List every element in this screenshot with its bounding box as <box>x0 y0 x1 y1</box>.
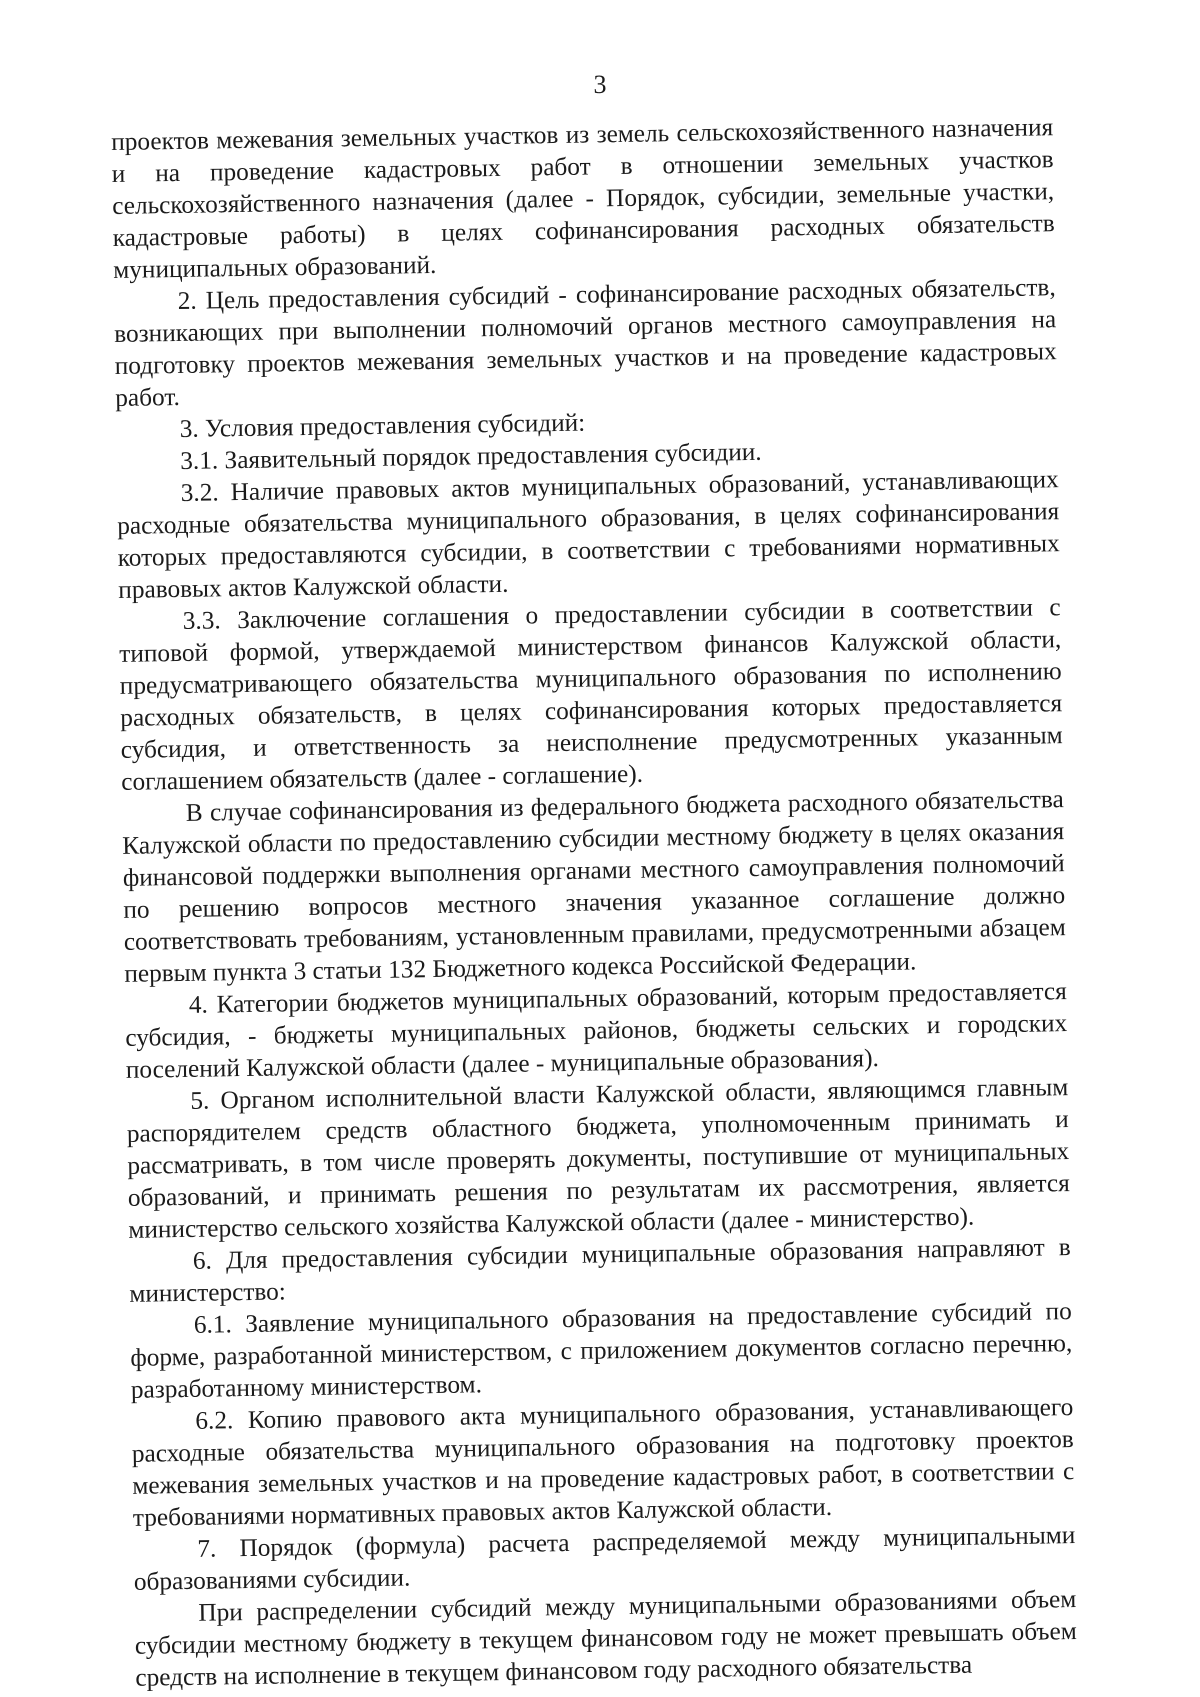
page-number: 3 <box>593 70 607 99</box>
paragraph-5-authority: 5. Органом исполнительной власти Калужской области, являющимся главным распорядителем средств областного бюджета, уполномоченным принимать и рассматривать, в том числе проверять документы, поступившие от муниципальных образований, и принимать решения по результатам их рассмотрения, является министерство сельского хозяйства Калужской области (далее - министерство). <box>126 1073 1070 1244</box>
paragraph-2-goal: 2. Цель предоставления субсидий - софинансирование расходных обязательств, возникающих при выполнении полномочий органов местного самоуправления на подготовку проектов межевания земельных участков и на проведение кадастровых работ. <box>114 273 1057 412</box>
paragraph-3-2: 3.2. Наличие правовых актов муниципальных образований, устанавливающих расходные обязательства муниципального образования, в целях софинансирования которых предоставляются субсидии, в соответствии с требованиями нормативных правовых актов Калужской области. <box>117 465 1060 604</box>
paragraph-3-1: 3.1. Заявительный порядок предоставления субсидии. <box>180 437 762 475</box>
paragraph-6-documents: 6. Для предоставления субсидии муниципальные образования направляют в министерство: <box>129 1233 1071 1308</box>
paragraph-federal-cofinancing: В случае софинансирования из федерального бюджета расходного обязательства Калужской области по предоставлению субсидии местному бюджету в целях оказания финансовой поддержки выполнения органами местного самоуправления полномочий по решению вопросов местного значения указанное соглашение должно соответствовать требованиям, установленным правилами, предусмотренными абзацем первым пункта 3 статьи 132 Бюджетного кодекса Российской Федерации. <box>122 785 1066 988</box>
paragraph-distribution: При распределении субсидий между муниципальными образованиями объем субсидии местному бюджету в текущем финансовом году не может превышать объем средств на исполнение в текущем финансовом году расходного обязательства <box>134 1585 1077 1692</box>
document-body <box>111 111 1078 1694</box>
paragraph-6-2: 6.2. Копию правового акта муниципального образования, устанавливающего расходные обязательства муниципального образования на подготовку проектов межевания земельных участков и на проведение кадастровых работ, в соответствии с требованиями нормативных правовых актов Калужской области. <box>131 1393 1075 1532</box>
paragraph-6-1: 6.1. Заявление муниципального образования на предоставление субсидий по форме, разработанной министерством, с приложением документов согласно перечню, разработанному министерством. <box>130 1297 1073 1404</box>
paragraph-7-formula: 7. Порядок (формула) расчета распределяемой между муниципальными образованиями субсидии. <box>133 1521 1076 1596</box>
paragraph-continuation: проектов межевания земельных участков из земель сельскохозяйственного назначения и на проведение кадастровых работ в отношении земельных участков сельскохозяйственного назначения (далее - Порядок, субсидии, земельные участки, кадастровые работы) в целях софинансирования расходных обязательств муниципальных образований. <box>111 113 1055 284</box>
paragraph-4-categories: 4. Категории бюджетов муниципальных образований, которым предоставляется субсидия, - бюджеты муниципальных районов, бюджеты сельских и городских поселений Калужской области (далее - муниципальные образования). <box>125 977 1068 1084</box>
paragraph-3-3: 3.3. Заключение соглашения о предоставлении субсидии в соответствии с типовой формой, утверждаемой министерством финансов Калужской области, предусматривающего обязательства муниципального образования по исполнению расходных обязательств, в целях софинансирования которых предоставляется субсидия, и ответственность за неисполнение предусмотренных указанным соглашением обязательств (далее - соглашение). <box>119 593 1063 796</box>
paragraph-3-conditions: 3. Условия предоставления субсидий: <box>179 408 586 443</box>
